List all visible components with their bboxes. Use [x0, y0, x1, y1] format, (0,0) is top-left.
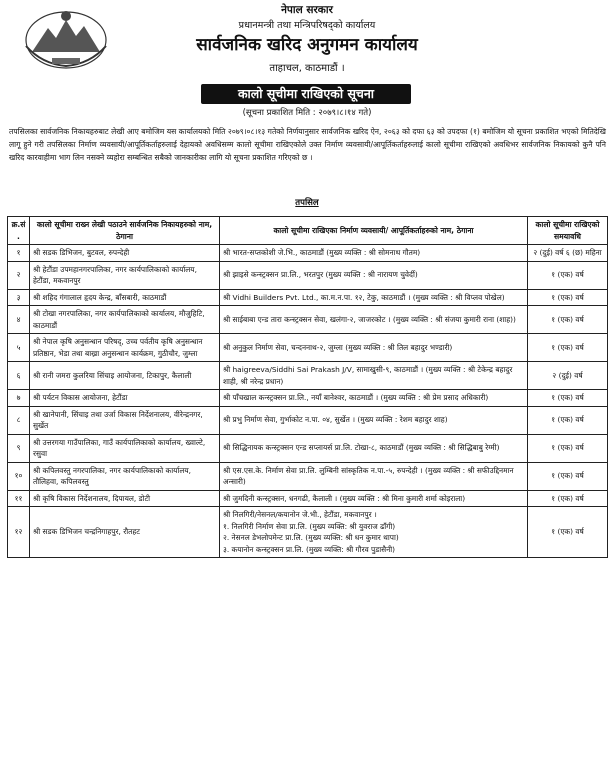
row-sn: ७ — [8, 390, 30, 407]
row-sn: १ — [8, 245, 30, 262]
row-sn: १२ — [8, 507, 30, 558]
row-firm: श्री एस.एस.के. निर्माण सेवा प्रा.लि. लुम्बिनी सांस्कृतिक न.पा.-५, रुपन्देही । (मुख्य व्यक्ति : श्री सफीउद्दिनमान अन्सारी) — [220, 462, 528, 490]
row-entity: श्री टोखा नगरपालिका, नगर कार्यपालिकाको कार्यालय, मौजुहिटि, काठमाडौं — [30, 306, 220, 334]
row-entity: श्री खानेपानी, सिंचाइ तथा उर्जा विकास निर्देशनालय, वीरेन्द्रनगर, सुर्खेत — [30, 406, 220, 434]
header-period: कालो सूचीमा राखिएको समयावधि — [528, 217, 608, 245]
row-firm: श्री भारत-सप्तकोशी जे.भि., काठमाडौं (मुख्य व्यक्ति : श्री सोमनाथ गौतम) — [220, 245, 528, 262]
row-firm: श्री haigreeva/Siddhi Sai Prakash J/V, सामाखुसी-९, काठमाडौं । (मुख्य व्यक्ति : श्री टेकेन्द्र बहादुर शाही, श्री नरेन्द्र प्रधान) — [220, 362, 528, 390]
table-row — [8, 289, 608, 306]
row-entity: श्री उत्तरगया गाउँपालिका, गाउँ कार्यपालिकाको कार्यालय, ख्वाल्टे, रसुवा — [30, 434, 220, 462]
row-sn: ४ — [8, 306, 30, 334]
row-sn: ९ — [8, 434, 30, 462]
table-row — [8, 490, 608, 507]
row-sn: ६ — [8, 362, 30, 390]
row-period: १ (एक) वर्ष — [528, 334, 608, 362]
row-entity: श्री शहिद गंगालाल हृदय केन्द्र, बाँसबारी, काठमाडौं — [30, 289, 220, 306]
row-entity: श्री कृषि विकास निर्देशनालय, दिपायल, डोटी — [30, 490, 220, 507]
row-period: १ (एक) वर्ष — [528, 490, 608, 507]
row-entity: श्री नेपाल कृषि अनुसन्धान परिषद्, उच्च पर्वतीय कृषि अनुसन्धान प्रतिष्ठान, भेडा तथा बाख्रा अनुसन्धान कार्यक्रम, गुठीचौर, जुम्ला — [30, 334, 220, 362]
row-period: १ (एक) वर्ष — [528, 507, 608, 558]
table-row — [8, 261, 608, 289]
row-firm: श्री झाइसे कन्स्ट्रक्सन प्रा.लि., भरतपुर (मुख्य व्यक्ति : श्री नारायण चुवेर्दी) — [220, 261, 528, 289]
government-name: नेपाल सरकार — [281, 4, 333, 16]
table-row — [8, 434, 608, 462]
table-row — [8, 507, 608, 558]
ministry-name: प्रधानमन्त्री तथा मन्त्रिपरिषद्‌को कार्यालय — [238, 20, 376, 31]
row-firm: श्री पाँचखाल कन्स्ट्रक्सन प्रा.लि., नयाँ बानेश्वर, काठमाडौं । (मुख्य व्यक्ति : श्री प्रेम प्रसाद अधिकारी) — [220, 390, 528, 407]
row-firm: श्री Vidhi Builders Pvt. Ltd., का.म.न.पा. १२, टेकु, काठमाडौं । (मुख्य व्यक्ति : श्री विप्लव पोखेल) — [220, 289, 528, 306]
row-entity: श्री हेटौंडा उपमहानगरपालिका, नगर कार्यपालिकाको कार्यालय, हेटौंडा, मकवानपुर — [30, 261, 220, 289]
row-firm-partner: २. नेसनल डेभलोपमेन्ट प्रा.लि. (मुख्य व्यक्ति: श्री धन कुमार थापा) — [223, 533, 399, 542]
office-name: सार्वजनिक खरिद अनुगमन कार्यालय — [196, 35, 418, 55]
row-sn: २ — [8, 261, 30, 289]
letterhead — [0, 0, 614, 92]
row-sn: ३ — [8, 289, 30, 306]
row-entity: श्री कपिलवस्तु नगरपालिका, नगर कार्यपालिकाको कार्यालय, तौलिहवा, कपिलवस्तु — [30, 462, 220, 490]
table-row — [8, 306, 608, 334]
table-header-row — [8, 217, 608, 245]
row-firm — [220, 507, 528, 558]
row-period: १ (एक) वर्ष — [528, 406, 608, 434]
blacklist-table — [7, 216, 608, 558]
schedule-heading: तपसिल — [295, 198, 319, 208]
row-period: १ (एक) वर्ष — [528, 261, 608, 289]
row-firm: श्री सिद्धिनायक कन्स्ट्रक्सन एन्ड सप्लायर्स प्रा.लि. टोखा-८, काठमाडौं (मुख्य व्यक्ति : श्री सिद्धिबाबु रेग्मी) — [220, 434, 528, 462]
table-row — [8, 462, 608, 490]
row-period: २ (दुई) वर्ष — [528, 362, 608, 390]
row-sn: १० — [8, 462, 30, 490]
row-firm: श्री प्रभु निर्माण सेवा, गुर्भाकोट न.पा. ०४, सुर्खेत । (मुख्य व्यक्ति : रेशम बहादुर शाह) — [220, 406, 528, 434]
row-firm: श्री जुमदिनी कन्स्ट्रक्सन, धनगढी, कैलाली । (मुख्य व्यक्ति : श्री मिना कुमारी शर्मा कोइराला) — [220, 490, 528, 507]
table-row — [8, 362, 608, 390]
row-entity: श्री रानी जमरा कुलरिया सिंचाइ आयोजना, टिकापुर, कैलाली — [30, 362, 220, 390]
row-period: १ (एक) वर्ष — [528, 289, 608, 306]
row-firm: श्री अनुकुल निर्माण सेवा, चन्दननाथ-२, जुम्ला (मुख्य व्यक्ति : श्री तिल बहादुर भण्डारी) — [220, 334, 528, 362]
row-firm: श्री साईबाबा एन्ड तारा कन्स्ट्रक्सन सेवा, खलंगा-२, जाजरकोट । (मुख्य व्यक्ति : श्री संजया कुमारी राना (शाह)) — [220, 306, 528, 334]
row-sn: ५ — [8, 334, 30, 362]
row-entity: श्री सडक डिभिजन चन्द्रनिगाहपुर, रौतहट — [30, 507, 220, 558]
row-firm-partner: ३. कयानोन कन्स्ट्रक्सन प्रा.लि. (मुख्य व्यक्ति: श्री गौरव पुडासैनी) — [223, 544, 396, 554]
row-entity: श्री सडक डिभिजन, बुटवल, रुपन्देही — [30, 245, 220, 262]
row-firm-partner: १. निलगिरी निर्माण सेवा प्रा.लि. (मुख्य व्यक्ति: श्री युवराज ढाँगी) — [223, 521, 396, 531]
row-period: १ (एक) वर्ष — [528, 462, 608, 490]
row-period: २ (दुई) वर्ष ६ (छ) महिना — [528, 245, 608, 262]
row-sn: ११ — [8, 490, 30, 507]
table-row — [8, 334, 608, 362]
header-entity: कालो सूचीमा राख्न लेखी पठाउने सार्वजनिक निकायहरुको नाम, ठेगाना — [30, 217, 220, 245]
table-row — [8, 245, 608, 262]
row-period: १ (एक) वर्ष — [528, 390, 608, 407]
row-entity: श्री पर्यटन विकास आयोजना, हेटौंडा — [30, 390, 220, 407]
row-firm-main: श्री निलगिरी/नेसनल/कयानोन जे.भी., हेटौंडा, मकवानपुर । — [223, 510, 377, 519]
notice-intro-paragraph: तपसिलका सार्वजनिक निकायहरुबाट लेखी आए बमोजिम यस कार्यालयको मिति २०७९।०८।१३ गतेको निर्णयानुसार सार्वजनिक खरिद ऐन, २०६३ को दफा ६३ को उपदफा (१) बमोजिम यो सूचना प्रकाशित भएको मितिदेखि लागू हुने गरी तपसिलका निर्माण व्यवसायी/आपूर्तिकर्ताहरुलाई देहायको अवधिसम्म कालो सूचीमा राखिएकोले उक्त निर्माण व्यवसायी/आपूर्तिकर्ताहरुलाई कालो सूचीमा राखिएको अवधिभर सार्वजनिक निकायको कुनै पनि खरिद कारवाहीमा भाग लिन नसक्ने व्यहोरा सम्बन्धित सबैको जानकारीका लागि यो सूचना प्रकाशित गरिएको छ । — [9, 127, 606, 162]
header-sn: क्र.सं. — [8, 217, 30, 245]
notice-title: कालो सूचीमा राखिएको सूचना — [201, 84, 411, 104]
publication-date: (सूचना प्रकाशित मिति : २०७९।८।१४ गते) — [242, 108, 372, 118]
table-row — [8, 406, 608, 434]
row-sn: ८ — [8, 406, 30, 434]
row-period: १ (एक) वर्ष — [528, 306, 608, 334]
header-firm: कालो सूचीमा राखिएका निर्माण व्यवसायी/ आपूर्तिकर्ताहरुको नाम, ठेगाना — [220, 217, 528, 245]
table-row — [8, 390, 608, 407]
row-period: १ (एक) वर्ष — [528, 434, 608, 462]
office-address: ताहाचल, काठमाडौं । — [269, 63, 345, 74]
